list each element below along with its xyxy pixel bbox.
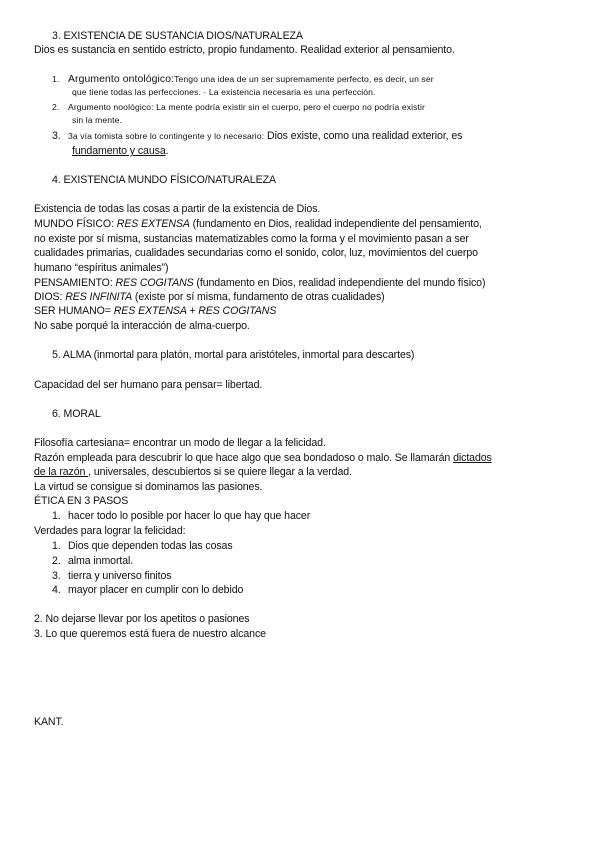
list-item: 1. hacer todo lo posible por hacer lo que hay que hacer: [52, 510, 311, 522]
list-item: 4. mayor placer en cumplir con lo debido: [52, 584, 244, 596]
paragraph-line: DIOS: RES INFINITA (existe por sí misma, fundamento de otras cualidades): [34, 291, 385, 303]
paragraph-line: Existencia de todas las cosas a partir de la existencia de Dios.: [34, 203, 321, 215]
list-item: 3. tierra y universo finitos: [52, 570, 172, 582]
list-item-continuation: sin la mente.: [72, 115, 123, 125]
underlined-phrase: fundamento y causa: [72, 145, 166, 157]
paragraph-line: MUNDO FÍSICO: RES EXTENSA (fundamento en Dios, realidad independiente del pensamiento,: [34, 218, 482, 230]
paragraph-line: de la razón , universales, descubiertos si se quiere llegar a la verdad.: [34, 466, 352, 478]
paragraph-line: humano “espíritus animales”): [34, 262, 169, 274]
paragraph-line: 3. Lo que queremos está fuera de nuestro alcance: [34, 628, 266, 640]
list-item: 2. alma inmortal.: [52, 555, 134, 567]
underlined-phrase: dictados: [453, 452, 492, 464]
list-item: 3. 3a vía tomista sobre lo contingente y lo necesario: Dios existe, como una realidad exterior, es: [52, 130, 463, 142]
paragraph-line: No sabe porqué la interacción de alma-cuerpo.: [34, 320, 250, 332]
paragraph-line: Verdades para lograr la felicidad:: [34, 525, 186, 537]
section-kant-heading: KANT.: [34, 716, 64, 728]
paragraph-line: 2. No dejarse llevar por los apetitos o pasiones: [34, 613, 250, 625]
paragraph-line: Razón empleada para descubrir lo que hace algo que sea bondadoso o malo. Se llamarán dictados: [34, 452, 492, 464]
paragraph-line: Filosofía cartesiana= encontrar un modo de llegar a la felicidad.: [34, 437, 326, 449]
paragraph-line: La virtud se consigue si dominamos las pasiones.: [34, 481, 263, 493]
list-item: 1. Dios que dependen todas las cosas: [52, 540, 233, 552]
underlined-phrase: de la razón: [34, 466, 89, 478]
paragraph-line: ÉTICA EN 3 PASOS: [34, 495, 129, 507]
section-5-heading: 5. ALMA (inmortal para platón, mortal para aristóteles, inmortal para descartes): [52, 349, 415, 361]
section-3-heading: 3. EXISTENCIA DE SUSTANCIA DIOS/NATURALEZA: [52, 30, 303, 42]
paragraph-line: SER HUMANO= RES EXTENSA + RES COGITANS: [34, 305, 277, 317]
paragraph-line: cualidades primarias, cualidades secundarias como el sonido, color, luz, movimientos del cuerpo: [34, 247, 478, 259]
section-3-intro: Dios es sustancia en sentido estricto, propio fundamento. Realidad exterior al pensamiento.: [34, 44, 455, 56]
list-item: 1. Argumento ontológico:Tengo una idea de un ser supremamente perfecto, es decir, un ser: [52, 74, 434, 85]
list-item-continuation: fundamento y causa.: [72, 145, 169, 157]
paragraph-line: no existe por sí misma, sustancias matematizables como la forma y el movimiento pasan a ser: [34, 233, 469, 245]
list-item: 2. Argumento noológico: La mente podría existir sin el cuerpo, pero el cuerpo no podría existir: [52, 102, 425, 112]
list-item-continuation: que tiene todas las perfecciones. · La existencia necesaria es una perfección.: [72, 87, 376, 97]
paragraph-line: Capacidad del ser humano para pensar= libertad.: [34, 379, 263, 391]
paragraph-line: PENSAMIENTO: RES COGITANS (fundamento en Dios, realidad independiente del mundo físico): [34, 277, 486, 289]
section-6-heading: 6. MORAL: [52, 408, 101, 420]
section-4-heading: 4. EXISTENCIA MUNDO FÍSICO/NATURALEZA: [52, 174, 276, 186]
